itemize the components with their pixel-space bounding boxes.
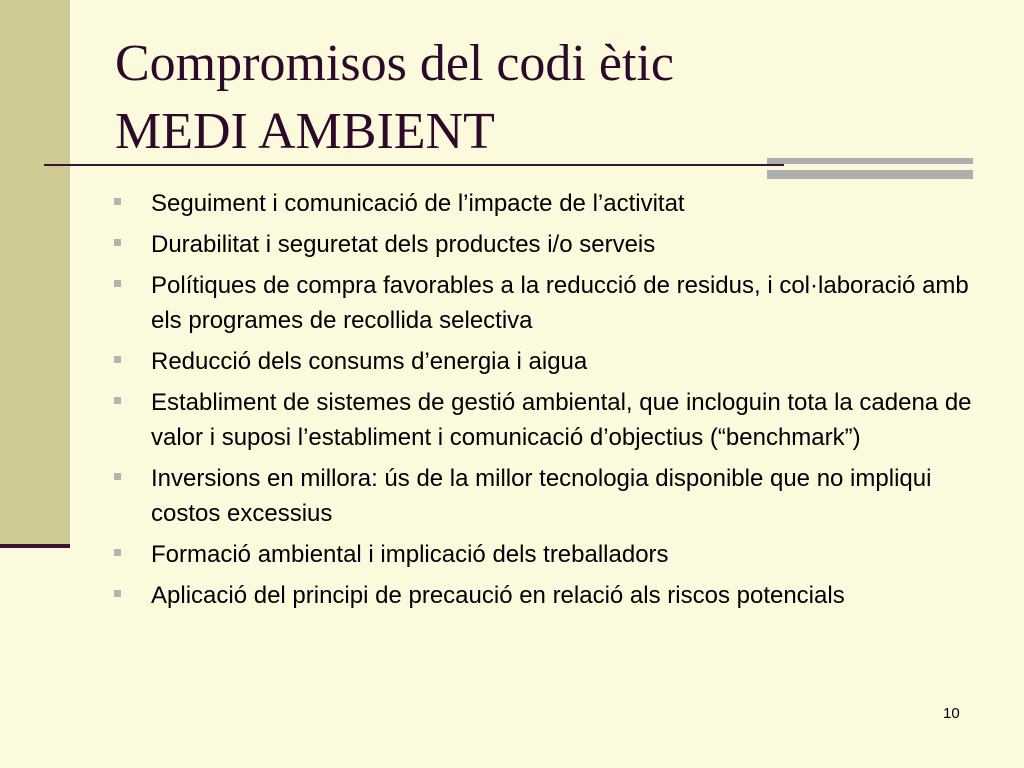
side-band-underline (0, 544, 70, 548)
bullet-text: Establiment de sistemes de gestió ambiental, que incloguin tota la cadena de valor i suposi l’establiment i comunicació d’objectius (“benchmark”) (151, 389, 972, 451)
square-bullet-icon (114, 356, 121, 363)
bullet-item (114, 227, 974, 262)
square-bullet-icon (114, 198, 121, 205)
title-divider-accent-bottom (767, 170, 973, 179)
title-divider (44, 164, 784, 166)
square-bullet-icon (114, 397, 121, 404)
slide-subtitle: MEDI AMBIENT (115, 103, 495, 160)
bullet-item (114, 578, 974, 613)
square-bullet-icon (114, 590, 121, 597)
bullet-item (114, 461, 974, 531)
bullet-text: Polítiques de compra favorables a la reducció de residus, i col·laboració amb els programes de recollida selectiva (151, 272, 969, 334)
square-bullet-icon (114, 549, 121, 556)
square-bullet-icon (114, 280, 121, 287)
bullet-text: Durabilitat i seguretat dels productes i/o serveis (151, 231, 656, 258)
bullet-item (114, 537, 974, 572)
bullet-text: Inversions en millora: ús de la millor tecnologia disponible que no impliqui costos excessius (151, 465, 932, 527)
square-bullet-icon (114, 239, 121, 246)
bullet-item (114, 268, 974, 338)
slide-number: 10 (943, 705, 960, 722)
bullet-item (114, 344, 974, 379)
slide-title: Compromisos del codi ètic (115, 35, 674, 92)
bullet-text: Seguiment i comunicació de l’impacte de l’activitat (151, 190, 685, 217)
bullet-item (114, 385, 974, 455)
side-decorative-band (0, 0, 70, 548)
bullet-text: Formació ambiental i implicació dels treballadors (151, 541, 669, 568)
bullet-list (114, 186, 974, 619)
bullet-item (114, 186, 974, 221)
square-bullet-icon (114, 473, 121, 480)
bullet-text: Aplicació del principi de precaució en relació als riscos potencials (151, 582, 845, 609)
title-divider-accent-top (767, 158, 973, 164)
bullet-text: Reducció dels consums d’energia i aigua (151, 348, 588, 375)
